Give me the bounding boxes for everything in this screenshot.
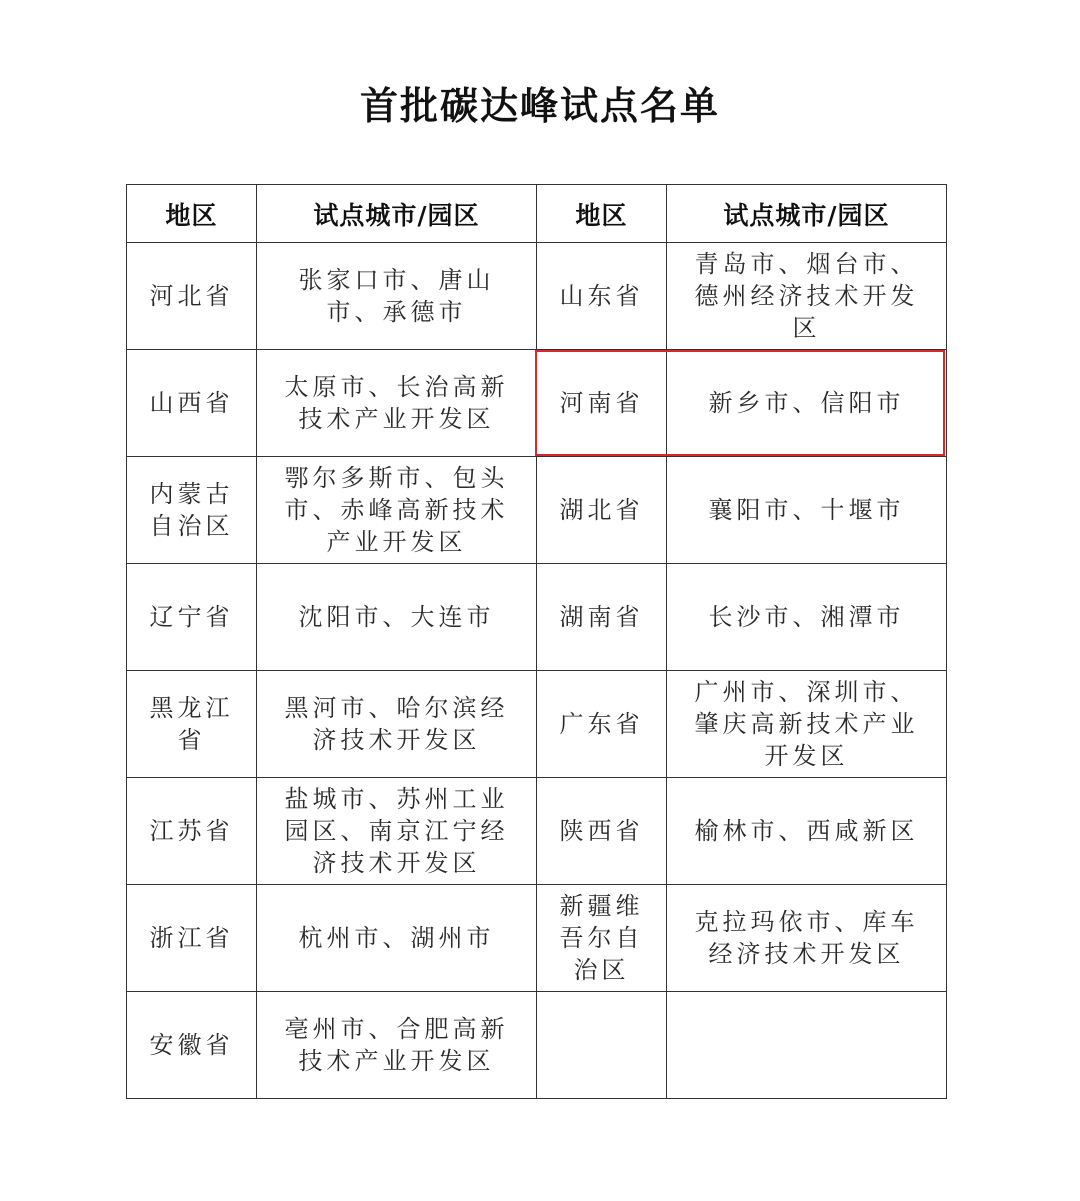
table-row	[127, 778, 947, 885]
region-cell: 山东省	[537, 243, 667, 350]
empty-cell	[537, 992, 667, 1099]
cities-cell: 广州市、深圳市、肇庆高新技术产业开发区	[667, 671, 947, 778]
header-region-right: 地区	[537, 185, 667, 243]
cities-cell: 榆林市、西咸新区	[667, 778, 947, 885]
table-row	[127, 885, 947, 992]
document-title: 首批碳达峰试点名单	[359, 83, 720, 128]
cities-cell: 襄阳市、十堰市	[667, 457, 947, 564]
pilot-list-table	[126, 184, 947, 1099]
region-cell: 江苏省	[127, 778, 257, 885]
table-row	[127, 671, 947, 778]
region-cell: 浙江省	[127, 885, 257, 992]
region-cell: 河北省	[127, 243, 257, 350]
cities-cell: 张家口市、唐山市、承德市	[257, 243, 537, 350]
region-cell: 陕西省	[537, 778, 667, 885]
region-cell: 辽宁省	[127, 564, 257, 671]
region-cell: 山西省	[127, 350, 257, 457]
header-cities-left: 试点城市/园区	[257, 185, 537, 243]
region-cell: 安徽省	[127, 992, 257, 1099]
header-region-left: 地区	[127, 185, 257, 243]
region-cell: 河南省	[537, 350, 667, 457]
region-cell: 广东省	[537, 671, 667, 778]
region-cell: 湖南省	[537, 564, 667, 671]
region-cell: 内蒙古自治区	[127, 457, 257, 564]
table-header-row	[127, 185, 947, 243]
cities-cell: 新乡市、信阳市	[667, 350, 947, 457]
cities-cell: 杭州市、湖州市	[257, 885, 537, 992]
table-row	[127, 243, 947, 350]
cities-cell: 亳州市、合肥高新技术产业开发区	[257, 992, 537, 1099]
cities-cell: 盐城市、苏州工业园区、南京江宁经济技术开发区	[257, 778, 537, 885]
cities-cell: 沈阳市、大连市	[257, 564, 537, 671]
table-row	[127, 564, 947, 671]
table-row	[127, 457, 947, 564]
cities-cell: 太原市、长治高新技术产业开发区	[257, 350, 537, 457]
table-row	[127, 350, 947, 457]
region-cell: 黑龙江省	[127, 671, 257, 778]
cities-cell: 青岛市、烟台市、德州经济技术开发区	[667, 243, 947, 350]
empty-cell	[667, 992, 947, 1099]
cities-cell: 鄂尔多斯市、包头市、赤峰高新技术产业开发区	[257, 457, 537, 564]
region-cell: 湖北省	[537, 457, 667, 564]
table-row	[127, 992, 947, 1099]
cities-cell: 黑河市、哈尔滨经济技术开发区	[257, 671, 537, 778]
cities-cell: 长沙市、湘潭市	[667, 564, 947, 671]
header-cities-right: 试点城市/园区	[667, 185, 947, 243]
region-cell: 新疆维吾尔自治区	[537, 885, 667, 992]
cities-cell: 克拉玛依市、库车经济技术开发区	[667, 885, 947, 992]
